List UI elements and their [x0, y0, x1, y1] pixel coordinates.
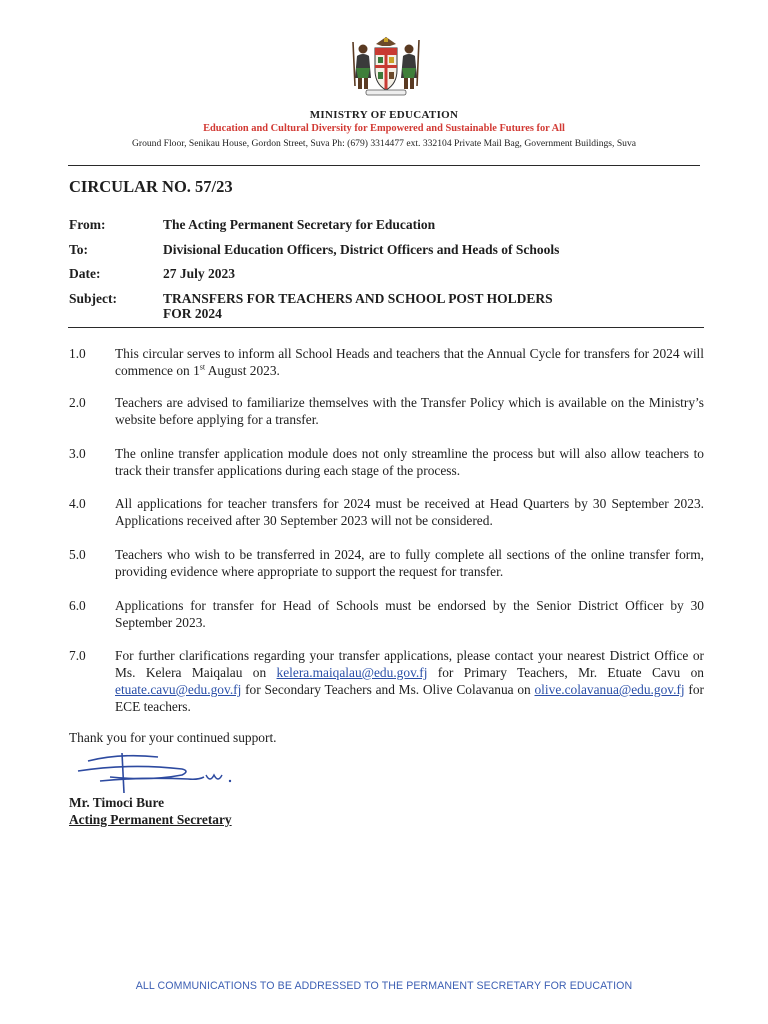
closing-thanks: Thank you for your continued support.: [69, 730, 277, 745]
date-value: 27 July 2023: [163, 266, 236, 281]
subject-label: Subject:: [69, 291, 117, 306]
paragraph-7: [69, 647, 704, 715]
paragraph-text-part: for Secondary Teachers and Ms. Olive Colavanua on: [241, 682, 535, 697]
paragraph-number: 5.0: [69, 547, 86, 562]
ece-contact-email-link[interactable]: olive.colavanua@edu.gov.fj: [534, 682, 685, 697]
ordinal-suffix: st: [199, 362, 206, 372]
primary-contact-email-link[interactable]: kelera.maiqalau@edu.gov.fj: [276, 665, 428, 680]
signature-icon: [70, 747, 240, 797]
paragraph-number: 1.0: [69, 346, 86, 361]
paragraph-number: 6.0: [69, 598, 86, 613]
secondary-contact-email-link[interactable]: etuate.cavu@edu.gov.fj: [115, 682, 242, 697]
paragraph-text: Teachers who wish to be transferred in 2024, are to fully complete all sections of the online transfer form, providing evidence where appropriate to support the request for transfer.: [115, 547, 704, 579]
paragraph-number: 7.0: [69, 648, 86, 663]
paragraph-text-part: This circular serves to inform all School Heads and teachers that the Annual Cycle for transfers for 2024 will commence on 1: [115, 346, 704, 378]
subject-line-2: FOR 2024: [163, 306, 222, 321]
paragraph-text: The online transfer application module does not only streamline the process but will also allow teachers to track their transfer applications during each stage of the process.: [115, 446, 704, 478]
paragraph-4: [69, 495, 704, 529]
paragraph-text: Teachers are advised to familiarize themselves with the Transfer Policy which is available on the Ministry’s website before applying for a transfer.: [115, 395, 704, 427]
paragraph-text: [115, 345, 704, 379]
paragraph-text-part: for Primary Teachers, Mr. Etuate Cavu on: [427, 665, 704, 680]
date-label: Date:: [69, 266, 101, 281]
paragraph-1: [69, 345, 704, 379]
ministry-address: Ground Floor, Senikau House, Gordon Street, Suva Ph: (679) 3314477 ext. 332104 Private Mail Bag, Government Buildings, Suva: [131, 138, 637, 149]
from-value: The Acting Permanent Secretary for Education: [163, 217, 436, 232]
paragraph-text: [115, 647, 704, 715]
signer-name: Mr. Timoci Bure: [69, 795, 165, 810]
header-divider: [68, 165, 700, 166]
paragraph-6: [69, 597, 704, 631]
ministry-motto: Education and Cultural Diversity for Empowered and Sustainable Futures for All: [203, 123, 565, 134]
subject-value: [163, 291, 553, 321]
paragraph-3: [69, 445, 704, 479]
paragraph-number: 4.0: [69, 496, 86, 511]
to-value: Divisional Education Officers, District Officers and Heads of Schools: [163, 242, 560, 257]
footer-note: ALL COMMUNICATIONS TO BE ADDRESSED TO THE PERMANENT SECRETARY FOR EDUCATION: [135, 980, 633, 992]
paragraph-text: All applications for teacher transfers for 2024 must be received at Head Quarters by 30 September 2023. Applications received after 30 September 2023 will not be considered.: [115, 496, 704, 528]
paragraph-text: Applications for transfer for Head of Schools must be endorsed by the Senior District Officer by 30 September 2023.: [115, 598, 704, 630]
paragraph-2: [69, 394, 704, 428]
paragraph-number: 3.0: [69, 446, 86, 461]
subject-line-1: TRANSFERS FOR TEACHERS AND SCHOOL POST HOLDERS: [163, 291, 553, 306]
to-label: To:: [69, 242, 89, 257]
paragraph-number: 2.0: [69, 395, 86, 410]
paragraph-text-part: August 2023.: [205, 363, 280, 378]
paragraph-text-part: for ECE teachers.: [115, 682, 704, 714]
paragraph-5: [69, 546, 704, 580]
coat-of-arms-icon: [346, 34, 426, 98]
ministry-name: MINISTRY OF EDUCATION: [309, 109, 459, 121]
paragraph-text-part: For further clarifications regarding your transfer applications, please contact your nearest District Office or Ms. Kelera Maiqalau on: [115, 648, 704, 680]
signer-title: Acting Permanent Secretary: [69, 812, 232, 827]
from-label: From:: [69, 217, 106, 232]
subject-divider: [68, 327, 704, 328]
circular-number: CIRCULAR NO. 57/23: [69, 177, 233, 196]
